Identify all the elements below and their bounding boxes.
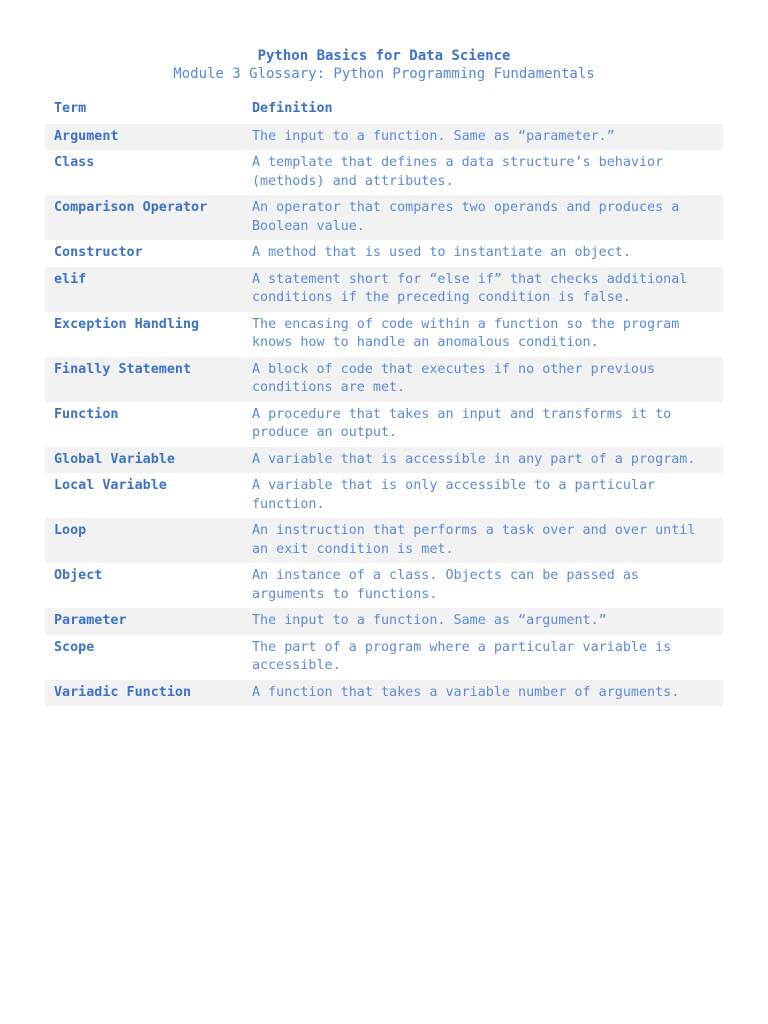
- header-row: [45, 96, 723, 124]
- term-cell: Loop: [45, 518, 243, 563]
- definition-cell: A variable that is accessible in any part of a program.: [243, 447, 723, 474]
- table-row: [45, 312, 723, 357]
- term-cell: Scope: [45, 635, 243, 680]
- table-row: [45, 563, 723, 608]
- term-cell: Constructor: [45, 240, 243, 267]
- term-cell: Exception Handling: [45, 312, 243, 357]
- definition-cell: A function that takes a variable number of arguments.: [243, 680, 723, 707]
- document-header: [0, 47, 768, 83]
- term-cell: Object: [45, 563, 243, 608]
- table-row: [45, 635, 723, 680]
- definition-cell: A template that defines a data structure’s behavior (methods) and attributes.: [243, 150, 723, 195]
- term-cell: Global Variable: [45, 447, 243, 474]
- definition-cell: An operator that compares two operands and produces a Boolean value.: [243, 195, 723, 240]
- term-cell: Argument: [45, 124, 243, 151]
- table-row: [45, 608, 723, 635]
- term-cell: Parameter: [45, 608, 243, 635]
- document-title: Python Basics for Data Science: [257, 48, 511, 64]
- table-row: [45, 518, 723, 563]
- term-cell: Function: [45, 402, 243, 447]
- definition-cell: A statement short for “else if” that checks additional conditions if the preceding condition is false.: [243, 267, 723, 312]
- definition-column-header: Definition: [252, 101, 333, 116]
- definition-cell: The encasing of code within a function so the program knows how to handle an anomalous condition.: [243, 312, 723, 357]
- table-row: [45, 357, 723, 402]
- term-column-header: Term: [54, 101, 87, 116]
- table-row: [45, 447, 723, 474]
- table-row: [45, 150, 723, 195]
- term-cell: Comparison Operator: [45, 195, 243, 240]
- definition-cell: A block of code that executes if no other previous conditions are met.: [243, 357, 723, 402]
- glossary-table: [45, 96, 723, 706]
- definition-cell: The input to a function. Same as “argument.”: [243, 608, 723, 635]
- term-cell: Variadic Function: [45, 680, 243, 707]
- table-row: [45, 240, 723, 267]
- table-row: [45, 402, 723, 447]
- document-subtitle: Module 3 Glossary: Python Programming Fundamentals: [173, 66, 595, 82]
- table-row: [45, 267, 723, 312]
- definition-cell: The part of a program where a particular variable is accessible.: [243, 635, 723, 680]
- definition-cell: An instance of a class. Objects can be passed as arguments to functions.: [243, 563, 723, 608]
- term-cell: Finally Statement: [45, 357, 243, 402]
- definition-cell: The input to a function. Same as “parameter.”: [243, 124, 723, 151]
- term-cell: elif: [45, 267, 243, 312]
- term-cell: Class: [45, 150, 243, 195]
- definition-cell: An instruction that performs a task over and over until an exit condition is met.: [243, 518, 723, 563]
- glossary-table-body: [45, 124, 723, 707]
- definition-cell: A variable that is only accessible to a particular function.: [243, 473, 723, 518]
- glossary-table-header: [45, 96, 723, 124]
- term-cell: Local Variable: [45, 473, 243, 518]
- definition-cell: A procedure that takes an input and transforms it to produce an output.: [243, 402, 723, 447]
- table-row: [45, 195, 723, 240]
- table-row: [45, 680, 723, 707]
- table-row: [45, 473, 723, 518]
- definition-cell: A method that is used to instantiate an object.: [243, 240, 723, 267]
- table-row: [45, 124, 723, 151]
